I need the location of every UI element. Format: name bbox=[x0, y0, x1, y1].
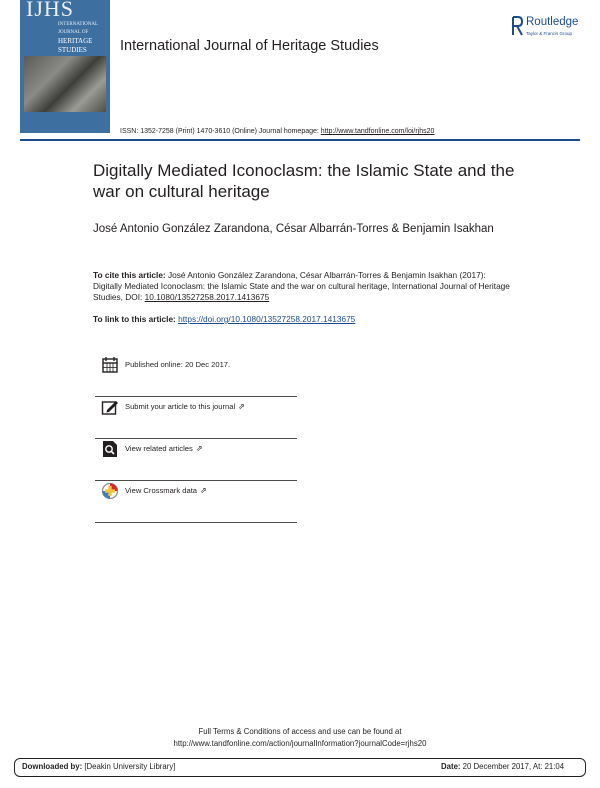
publisher-subtitle: Taylor & Francis Group bbox=[526, 31, 573, 36]
download-date-value: 20 December 2017, At: 21:04 bbox=[460, 762, 565, 771]
cover-photo bbox=[24, 56, 106, 112]
terms-line-1: Full Terms & Conditions of access and use can be found at bbox=[198, 727, 402, 736]
submit-article-label: Submit your article to this journal bbox=[125, 402, 236, 411]
calendar-icon bbox=[101, 356, 119, 374]
publisher-name[interactable]: Routledge bbox=[526, 16, 579, 28]
download-date bbox=[441, 762, 564, 771]
header-divider bbox=[20, 139, 580, 141]
citation-label: To cite this article: bbox=[93, 270, 166, 280]
related-articles-row[interactable] bbox=[95, 440, 297, 481]
download-date-label: Date: bbox=[441, 762, 461, 771]
citation-text: José Antonio González Zarandona, César Albarrán-Torres & Benjamin Isakhan (2017): Digitally Mediated Iconoclasm: the Islamic State and the war on cultural heritage, International Journal of Heritage Studies, DOI: bbox=[93, 270, 510, 303]
article-doi-url[interactable]: https://doi.org/10.1080/13527258.2017.1413675 bbox=[178, 314, 356, 324]
crossmark-label: View Crossmark data bbox=[125, 486, 198, 495]
link-label: To link to this article: bbox=[93, 314, 179, 324]
terms-url[interactable]: http://www.tandfonline.com/action/journalInformation?journalCode=rjhs20 bbox=[173, 739, 427, 748]
downloaded-by-value: [Deakin University Library] bbox=[82, 762, 176, 771]
issn-text: ISSN: 1352-7258 (Print) 1470-3610 (Online) Journal homepage: bbox=[120, 128, 321, 135]
journal-cover-image bbox=[20, 0, 110, 133]
published-online-row bbox=[95, 356, 297, 397]
article-authors: José Antonio González Zarandona, César Albarrán-Torres & Benjamin Isakhan bbox=[93, 223, 494, 235]
cover-line-4: STUDIES bbox=[58, 46, 87, 54]
cover-logo: IJHS bbox=[26, 0, 75, 21]
downloaded-by-label: Downloaded by: bbox=[22, 762, 83, 771]
related-search-icon bbox=[101, 440, 119, 458]
issn-line bbox=[120, 128, 434, 135]
cover-line-1: INTERNATIONAL bbox=[58, 22, 98, 27]
external-link-icon: ⇗ bbox=[195, 444, 203, 453]
doi-link[interactable]: 10.1080/13527258.2017.1413675 bbox=[144, 292, 270, 303]
cover-line-2: JOURNAL OF bbox=[58, 30, 89, 35]
submit-article-row[interactable] bbox=[95, 398, 297, 439]
published-online-label: Published online: 20 Dec 2017. bbox=[125, 360, 231, 369]
terms-and-conditions bbox=[0, 726, 600, 750]
article-link-line bbox=[93, 314, 355, 324]
downloaded-by bbox=[22, 762, 175, 771]
submit-article-link[interactable] bbox=[125, 402, 245, 411]
journal-title[interactable]: International Journal of Heritage Studies bbox=[120, 38, 379, 54]
crossmark-icon bbox=[101, 482, 119, 500]
citation-block bbox=[93, 270, 513, 304]
related-articles-label: View related articles bbox=[125, 444, 193, 453]
related-articles-link[interactable] bbox=[125, 444, 203, 453]
routledge-r-icon bbox=[512, 16, 523, 36]
journal-homepage-link[interactable]: http://www.tandfonline.com/loi/rjhs20 bbox=[320, 128, 435, 135]
external-link-icon: ⇗ bbox=[238, 402, 245, 411]
crossmark-link[interactable] bbox=[125, 486, 207, 495]
article-title: Digitally Mediated Iconoclasm: the Islamic State and the war on cultural heritage bbox=[93, 161, 515, 201]
external-link-icon: ⇗ bbox=[200, 486, 207, 495]
crossmark-row[interactable] bbox=[95, 482, 297, 523]
edit-note-icon bbox=[101, 398, 119, 416]
cover-line-3: HERITAGE bbox=[58, 37, 93, 45]
